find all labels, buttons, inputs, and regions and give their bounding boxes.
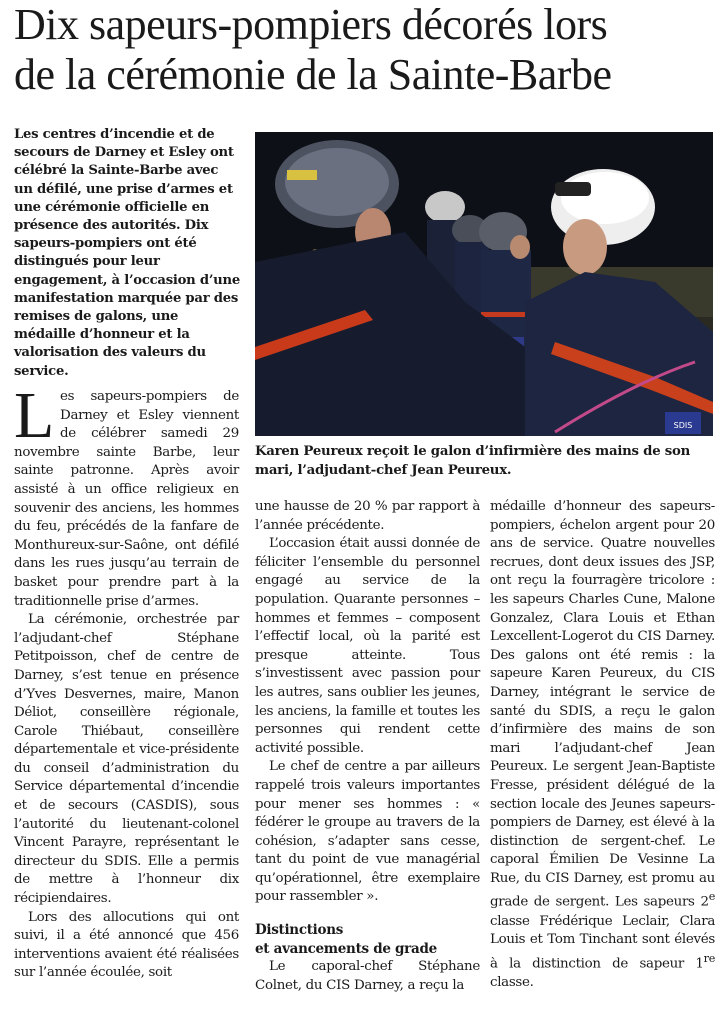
article-column-3 bbox=[490, 498, 715, 992]
paragraph bbox=[14, 379, 239, 611]
paragraph-text: médaille d’honneur des sapeurs-pompiers, échelon argent pour 20 ans de service. Quatre nouvelles recrues, dont deux issues des JSP, ont reçu la fourragère tricolore : les sapeurs Charles Cune, Malone Gonzalez, Clara Louis et Ethan Lexcellent-Logerot du CIS Darney. Des galons ont été remis : la sapeure Karen Peureux, du CIS Darney, intégrant le service de santé du SDIS, a reçu le galon d’infirmière des mains de son mari l’adjudant-chef Jean Peureux. Le sergent Jean-Baptiste Fresse, président délégué de la section locale des Jeunes sapeurs-pompiers de Darney, est élevé à la distinction de sergent-chef. Le caporal Émilien De Vesinne La Rue, du CIS Darney, est promu au grade de sergent. Les sapeurs 2 bbox=[490, 499, 715, 910]
firefighters-illustration bbox=[255, 132, 713, 436]
subhead bbox=[255, 921, 480, 958]
article-photo bbox=[255, 132, 713, 436]
headline-line-1: Dix sapeurs-pompiers décorés lors bbox=[14, 0, 608, 49]
article-column-2 bbox=[255, 498, 480, 995]
paragraph: La cérémonie, orchestrée par l’adjudant-chef Stéphane Petitpoisson, chef de centre de Darney, s’est tenue en présence d’Yves Desvernes, maire, Manon Déliot, conseillère régionale, Carole Thiébaut, conseillère départementale et vice-présidente du conseil d’administration du Service départemental d’incendie et de secours (CASDIS), sous l’autorité du lieutenant-colonel Vincent Parayre, représentant le directeur du SDIS. Elle a permis de mettre à l’honneur dix récipiendaires. bbox=[14, 612, 239, 907]
superscript: e bbox=[708, 890, 715, 904]
subhead-line-1: Distinctions bbox=[255, 922, 344, 939]
drop-cap: L bbox=[14, 379, 55, 452]
paragraph: Le caporal-chef Stéphane Colnet, du CIS Darney, a reçu la bbox=[255, 959, 480, 993]
article-column-1 bbox=[14, 379, 239, 983]
paragraph-text: es sapeurs-pompiers de Darney et Esley viennent de célébrer samedi 29 novembre sainte Barbe, leur sainte patronne. Après avoir assisté à un office religieux en souvenir des anciens, les hommes du feu, précédés de la fanfare de Monthureux-sur-Saône, ont défilé dans les rues jusqu’au terrain de basket pour prendre part à la traditionnelle prise d’armes. bbox=[14, 389, 239, 609]
paragraph: Lors des allocutions qui ont suivi, il a été annoncé que 456 interventions avaient été réalisées sur l’année écoulée, soit bbox=[14, 909, 239, 981]
lede: Les centres d’incendie et de secours de Darney et Esley ont célébré la Sainte-Barbe avec un défilé, une prise d’armes et une cérémonie officielle en présence des autorités. Dix sapeurs-pompiers ont été distingués pour leur engagement, à l’occasion d’une manifestation marquée par des remises de galons, une médaille d’honneur et la valorisation des valeurs du service. bbox=[14, 127, 240, 379]
sdis-badge: SDIS bbox=[673, 421, 693, 430]
paragraph-text: classe Frédérique Leclair, Clara Louis et Tom Tinchant sont élevés à la distinction de sapeur 1 bbox=[490, 913, 715, 972]
paragraph-text: classe. bbox=[490, 974, 534, 990]
photo-caption: Karen Peureux reçoit le galon d’infirmière des mains de son mari, l’adjudant-chef Jean Peureux. bbox=[255, 444, 691, 478]
paragraph: Le chef de centre a par ailleurs rappelé trois valeurs importantes pour mener ses hommes : « fédérer le groupe au travers de la cohésion, s’adapter sans cesse, tant du point de vue managérial qu’opérationnel, être exemplaire pour rassembler ». bbox=[255, 759, 480, 905]
paragraph bbox=[490, 498, 715, 992]
subhead-line-2: et avancements de grade bbox=[255, 940, 437, 957]
headline bbox=[14, 0, 714, 100]
superscript: re bbox=[703, 951, 715, 965]
headline-line-2: de la cérémonie de la Sainte-Barbe bbox=[14, 50, 612, 99]
paragraph: une hausse de 20 % par rapport à l’année précédente. bbox=[255, 499, 480, 533]
paragraph: L’occasion était aussi donnée de féliciter l’ensemble du personnel engagé au service de la population. Quarante personnes – hommes et femmes – composent l’effectif local, où la parité est presque atteinte. Tous s’investissent avec passion pour les autres, sans oublier les jeunes, les anciens, la famille et toutes les personnes qui rendent cette activité possible. bbox=[255, 536, 480, 756]
